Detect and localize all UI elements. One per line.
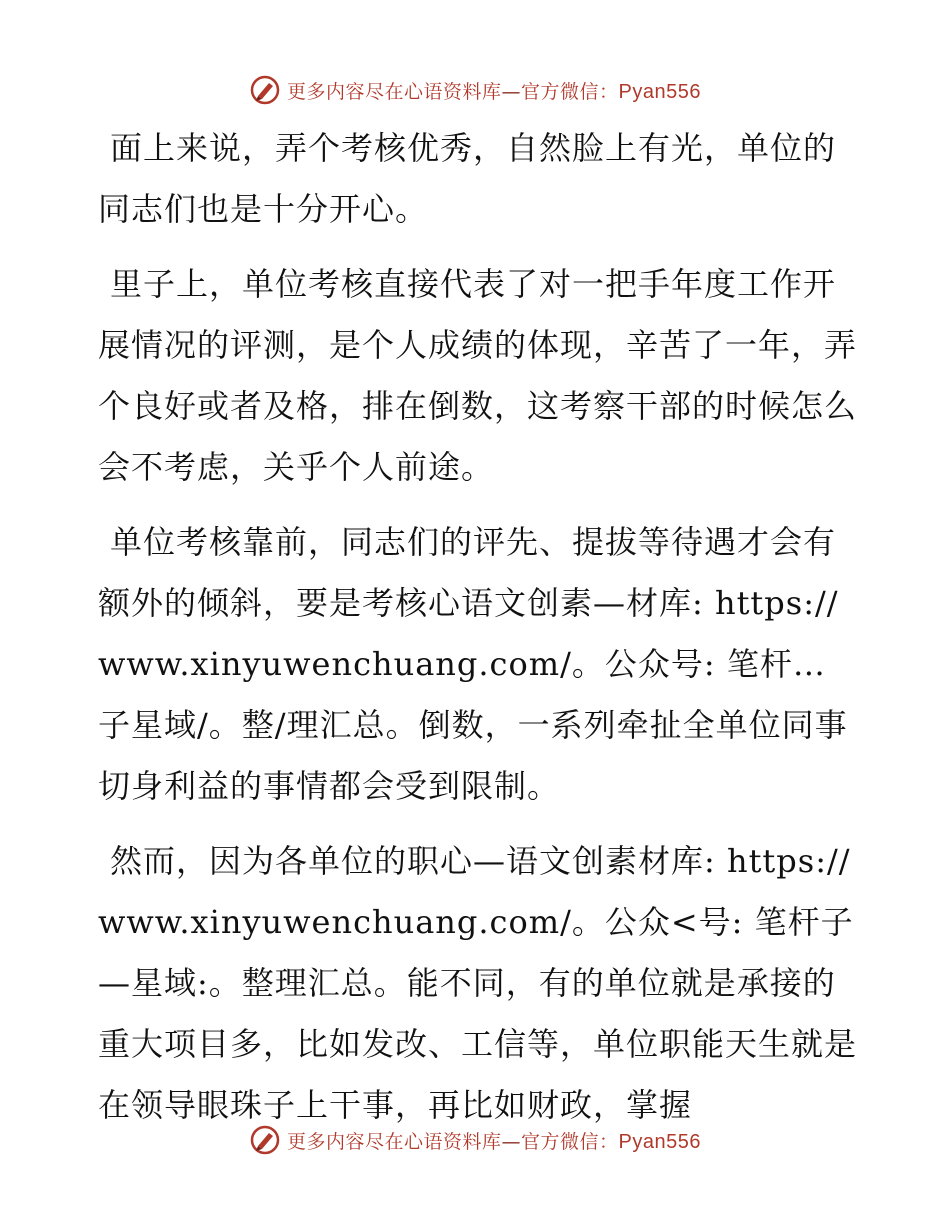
pen-logo-icon <box>249 1124 281 1156</box>
watermark-text: 更多内容尽在心语资料库—官方微信：Pyan556 <box>287 80 701 103</box>
document-body <box>98 118 858 1150</box>
paragraph: 面上来说，弄个考核优秀，自然脸上有光，单位的同志们也是十分开心。 <box>98 129 837 228</box>
watermark-text: 更多内容尽在心语资料库—官方微信：Pyan556 <box>287 1130 701 1153</box>
paragraph: 里子上，单位考核直接代表了对一把手年度工作开展情况的评测，是个人成绩的体现，辛苦了一年，弄个良好或者及格，排在倒数，这考察干部的时候怎么会不考虑，关乎个人前途。 <box>98 265 858 486</box>
footer-watermark <box>0 1120 950 1160</box>
header-watermark <box>0 70 950 110</box>
paragraph: 单位考核靠前，同志们的评先、提拔等待遇才会有额外的倾斜，要是考核心语文创素—材库: https://www.xinyuwenchuang.com/。公众号: 笔杆…子星域/。整/理汇总。倒数，一系列牵扯全单位同事切身利益的事情都会受到限制。 <box>98 523 848 805</box>
paragraph: 然而，因为各单位的职心—语文创素材库: https://www.xinyuwenchuang.com/。公众<号: 笔杆子—星域:。整理汇总。能不同，有的单位就是承接的重大项目多，比如发改、工信等，单位职能天生就是在领导眼珠子上干事，再比如财政，掌握 <box>98 842 858 1124</box>
pen-logo-icon <box>249 74 281 106</box>
